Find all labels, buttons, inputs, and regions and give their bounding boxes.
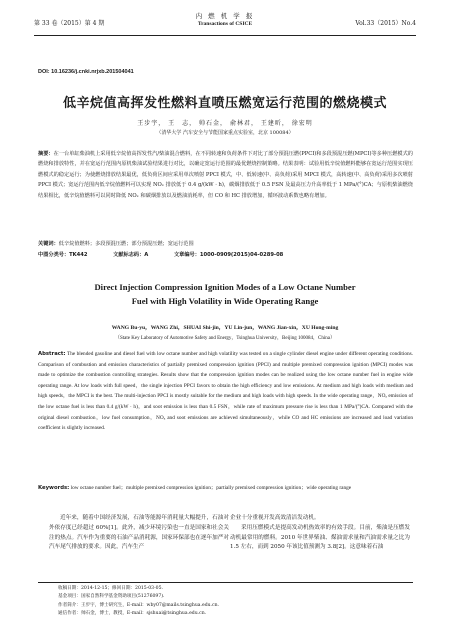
footnote xyxy=(58,585,398,618)
body-column-right xyxy=(230,514,410,553)
keywords-en xyxy=(38,483,413,494)
footnote-rule xyxy=(38,582,413,583)
body-column-left xyxy=(49,514,229,553)
authors-cn: 王步宇， 王 志， 帅石金， 俞林君， 王建昕， 徐宏明 xyxy=(137,120,313,127)
body-paragraph-continued: 企业十分重视开发高效清洁发动机。 xyxy=(230,515,320,521)
abstract-en xyxy=(38,349,413,434)
footnote-received: 收稿日期：2014-12-15；修回日期：2015-03-05. xyxy=(58,586,163,591)
footnote-funding: 基金项目：国家自然科学基金资助项目(51276097). xyxy=(58,594,165,600)
abstract-cn-label: 摘要： xyxy=(38,151,54,157)
document-code: 文献标志码：A xyxy=(113,252,149,258)
article-number: 文章编号：1000-0909(2015)04-0289-08 xyxy=(173,252,284,258)
volume-label: Vol.33（2015）No.4 xyxy=(355,20,416,27)
abstract-cn-text: 在一台单缸柴油机上采用低辛烷值高挥发性汽/柴油混合燃料，在不同转速和负荷条件下对比了部分预混压燃(PPCI)和多段预混压燃(MPCI)等多种压燃模式的燃烧和排放特性，并在宽运行范围内原机柴油试验结果进行对比，以确定宽运行范围的最优燃烧控制策略。结果表明：试验用低辛烷值燃料能够在宽运行范围实现压燃模式的稳定运行；为使燃烧排放结果最优，低负荷区间应采用单次喷射 PPCI 模式，中、低转速(中、高负荷)采用 MPCI 模式，高转速(中、高负荷)采用多次喷射 PPCI 模式；宽运行范围内低辛烷值燃料可以实现 NOₓ 排放低于 0.4 g/(kW · h)，碳烟排放低于 0.5 FSN 及最高压力升高率低于 1 MPa/(°)CA；与原机柴油燃烧结果相比，低辛烷值燃料可以同时降低 NOₓ 和碳烟排放以及燃油消耗率，但 CO 和 HC 排放增加，循环波动系数也略有增加。 xyxy=(38,151,413,199)
abstract-en-label: Abstract: xyxy=(38,351,66,357)
running-head xyxy=(34,9,416,35)
classification-row xyxy=(38,251,413,258)
journal-name-en: Transactions of CSICE xyxy=(197,21,253,27)
footnote-corresponding: 通信作者：帅石金，博士，教授，E-mail：sjshuai@tsinghua.edu.cn. xyxy=(58,610,207,616)
keywords-en-label: Keywords: xyxy=(38,485,70,491)
body-paragraph: 近年来，随着中国经济发展，石油等能源年消耗量大幅提升，石油对外依存度已经超过 60%[1]。此外，减少环境污染也一直是国家和社会关注的热点。汽车作为重要的石油产品消耗源，国家环保部也在逐年加严对汽车尾气排放的要求。因此，汽车生产 xyxy=(49,515,229,551)
abstract-en-text: The blended gasoline and diesel fuel with low octane number and high volatility was tested on a single cylinder diesel engine under different operating conditions. Comparison of combustion and emission characteristics of partially premixed compression ignition (PPCI) and multiple premixed compression ignition (MPCI) modes was made to optimize the combustion controlling strategies. Results show that the compression ignition modes can be realized using the low octane number fuel in engine wide operating range. At low loads with full speed，the single injection PPCI favors to obtain the high efficiency and low emissions. At medium and high loads with medium and high speeds，the MPCI is the best. The multi-injection PPCI is mostly suitable for the medium and high loads with high speeds. In the wide operating range，NOₓ emission of the low octane fuel is less than 0.4 g/(kW · h)，and soot emission is less than 0.5 FSN，while rate of maximum pressure rise is less than 1 MPa/(°)CA. Compared with the original diesel combustion，low fuel consumption，NOₓ and soot emissions are achieved simultaneously，while CO and HC emissions are increased and load variation coefficient is slightly increased. xyxy=(38,351,413,432)
title-en-line2: Fuel with High Volatility in Wide Operating Range xyxy=(131,296,319,306)
doi[interactable]: DOI: 10.16236/j.cnki.nrjxb.201504041 xyxy=(38,69,134,75)
keywords-cn-label: 关键词： xyxy=(38,241,59,247)
keywords-en-text: low octane number fuel；multiple premixed compression ignition；partially premixed compression ignition；wide operating range xyxy=(70,485,352,491)
issue-label: 第 33 卷（2015）第 4 期 xyxy=(34,20,105,27)
title-cn: 低辛烷值高挥发性燃料直喷压燃宽运行范围的燃烧模式 xyxy=(62,96,387,111)
abstract-cn xyxy=(38,149,413,201)
header-rule xyxy=(34,35,416,36)
body-paragraph: 采用压燃模式是提高发动机热效率的有效手段。目前，柴油是压燃发动机最常用的燃料。2010 年世界柴油、煤油需求量和汽油需求量之比为 1.5 左右，而到 2050 年该比值预测为 3.8[2]。这意味着石油 xyxy=(230,524,410,551)
keywords-cn-text: 低辛烷值燃料；多段预混压燃；部分预混压燃；宽运行范围 xyxy=(58,241,194,247)
keywords-cn xyxy=(38,240,413,247)
affiliation-en: （State Key Laboratory of Automotive Safety and Energy，Tsinghua University，Beijing 100084，China） xyxy=(115,336,335,341)
journal-name-cn: 内 燃 机 学 报 xyxy=(195,12,255,20)
title-en xyxy=(0,280,450,308)
authors-en: WANG Bu-yu，WANG Zhi，SHUAI Shi-jin，YU Lin-jun，WANG Jian-xin，XU Hong-ming xyxy=(111,325,339,331)
title-en-line1: Direct Injection Compression Ignition Modes of a Low Octane Number xyxy=(94,282,356,292)
affiliation-cn: （清华大学 汽车安全与节能国家重点实验室，北京 100084） xyxy=(156,130,294,136)
footnote-author: 作者简介：王步宇，博士研究生，E-mail：wby07@mails.tsinghua.edu.cn. xyxy=(58,602,220,608)
clc-number: 中图分类号：TK442 xyxy=(38,252,88,258)
